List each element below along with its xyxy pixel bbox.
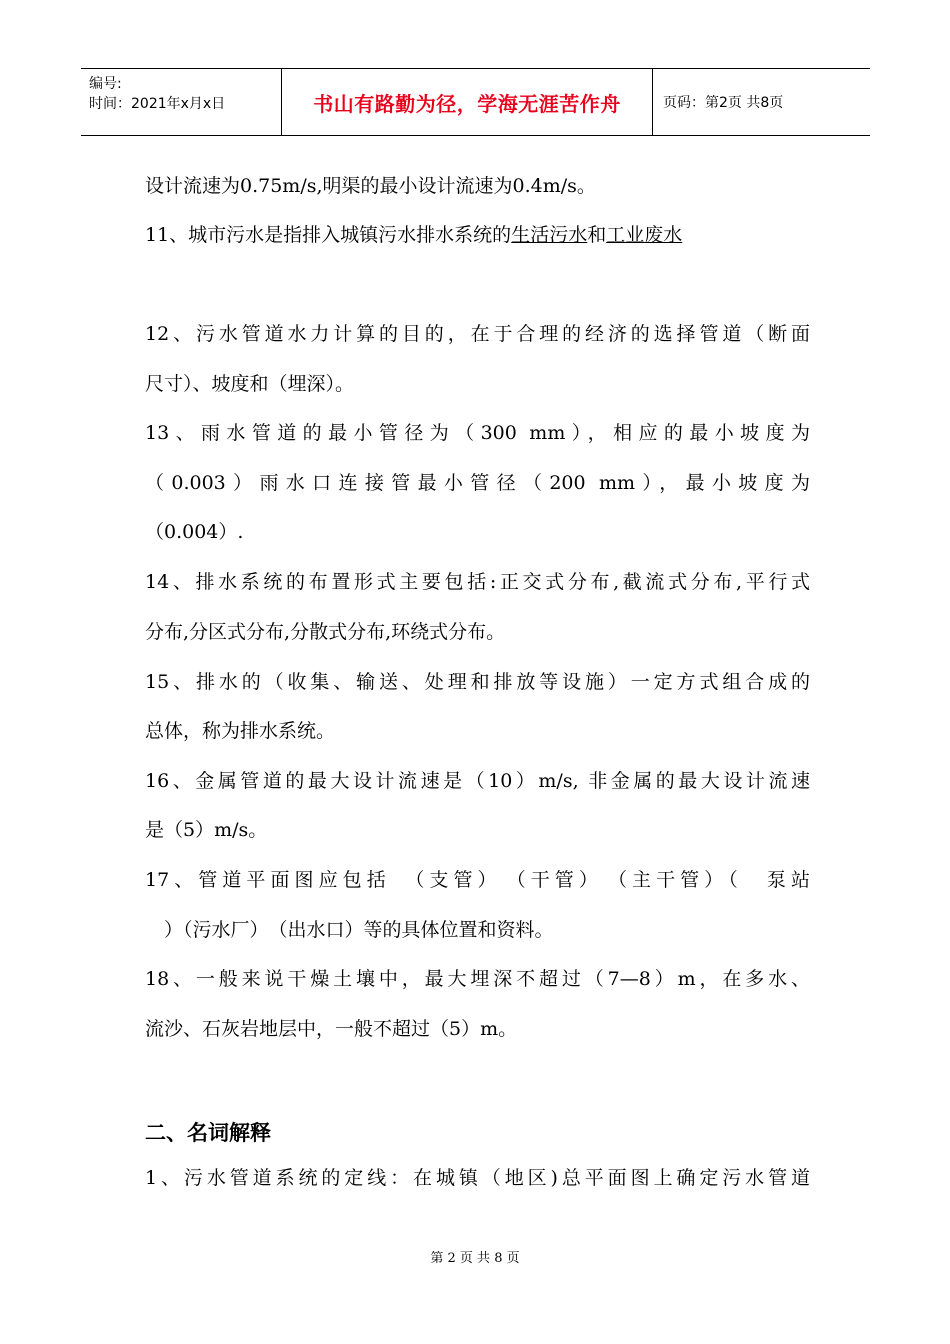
text-line: 流沙、石灰岩地层中，一般不超过（5）m。 [145,1018,518,1040]
text-line: 1、污水管道系统的定线：在城镇（地区)总平面图上确定污水管道 [145,1167,810,1189]
header-info-cell [81,69,281,135]
text-line: （0.003）雨水口连接管最小管径（200 mm），最小坡度为 [145,472,810,494]
header-motto: 书山有路勤为径，学海无涯苦作舟 [281,69,653,135]
text-line: 总体，称为排水系统。 [145,720,336,742]
document-header [81,68,870,136]
text-line: 16、金属管道的最大设计流速是（10）m/s, 非金属的最大设计流速 [145,770,810,792]
text-line: 13、雨水管道的最小管径为（300 mm），相应的最小坡度为 [145,422,810,444]
underlined-answer: 生活污水 [511,224,588,246]
text-line: 尺寸）、坡度和（埋深）。 [145,373,355,395]
text-line: 17、管道平面图应包括 （支管） （干管） （主干管）（ 泵站 [145,869,810,891]
section-title: 二、名词解释 [145,1121,271,1145]
time-label: 时间：2021年x月x日 [89,96,226,112]
text-line: 设计流速为0.75m/s,明渠的最小设计流速为0.4m/s。 [145,175,596,197]
text-line: （0.004）. [145,521,244,543]
number-label: 编号: [89,76,122,92]
page-footer: 第 2 页 共 8 页 [430,1251,520,1266]
header-page-info: 页码：第2页 共8页 [663,95,784,111]
text-span: 11、城市污水是指排入城镇污水排水系统的 [145,224,512,246]
underlined-answer: 工业废水 [606,224,683,246]
text-line: 分布,分区式分布,分散式分布,环绕式分布。 [145,621,506,643]
text-line [145,223,810,247]
text-line: 14、排水系统的布置形式主要包括:正交式分布,截流式分布,平行式 [145,571,810,593]
text-line: 18、一般来说干燥土壤中，最大埋深不超过（7—8）m，在多水、 [145,968,810,990]
text-line: 是（5）m/s。 [145,819,268,841]
text-line: 15、排水的（收集、输送、处理和排放等设施）一定方式组合成的 [145,671,810,693]
text-span: 和 [587,224,607,246]
text-line: 12、污水管道水力计算的目的，在于合理的经济的选择管道（断面 [145,323,810,345]
text-line: ）（污水厂） （出水口）等的具体位置和资料。 [145,919,554,941]
